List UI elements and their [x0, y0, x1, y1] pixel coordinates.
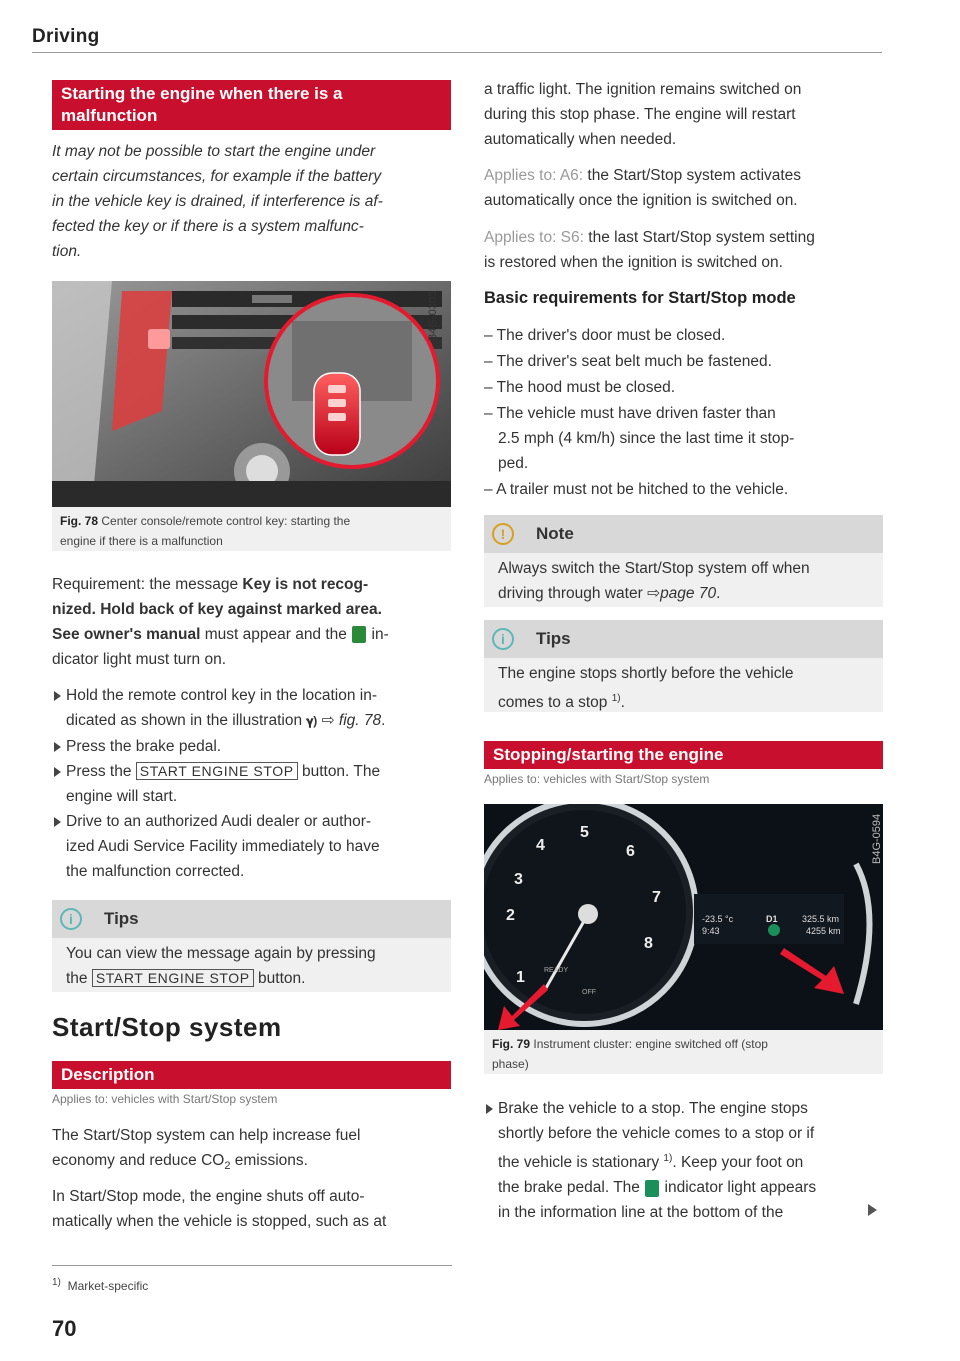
s6-paragraph — [484, 225, 884, 275]
requirement-item: A trailer must not be hitched to the vehicle. — [496, 481, 789, 498]
body-text: the Start/Stop system activates — [587, 167, 802, 184]
dial-number: 3 — [514, 871, 523, 888]
right-tips-body: The engine stops shortly before the vehicle comes to a stop $^{1)}$. — [484, 658, 883, 712]
step-text: engine will start. — [66, 788, 178, 805]
start-stop-indicator-icon — [645, 1180, 659, 1197]
fig79-code: B4G-0594 — [871, 813, 883, 864]
malfunction-title-line1: Starting the engine when there is a — [61, 84, 343, 103]
step-item — [52, 734, 452, 759]
fig79-caption-line1: Instrument cluster: engine switched off (stop — [533, 1037, 768, 1051]
page-number: 70 — [52, 1316, 77, 1341]
requirement-item-cont: ped. — [498, 455, 529, 472]
intro-line: It may not be possible to start the engine under — [52, 143, 376, 160]
description-p2 — [52, 1184, 452, 1234]
step-text: button. The — [297, 763, 381, 780]
footnote-ref: 1) — [611, 693, 621, 704]
step-text: the vehicle is stationary — [498, 1154, 664, 1172]
dial-number: 5 — [580, 824, 589, 841]
description-title: Description — [52, 1061, 451, 1089]
malfunction-intro — [52, 139, 452, 264]
dial-number: 2 — [506, 907, 515, 924]
key-indicator-icon — [352, 626, 366, 643]
fig78-image — [52, 281, 451, 507]
co2-subscript: 2 — [224, 1160, 231, 1173]
fig78-label: Fig. 78 — [60, 514, 99, 528]
arrow-ref-icon: ⇨ — [321, 712, 335, 729]
fig78-link[interactable]: fig. 78 — [338, 712, 382, 729]
tips-text: comes to a stop — [498, 694, 612, 712]
tips-title: Tips — [104, 909, 139, 928]
start-engine-stop-key: START ENGINE STOP — [92, 969, 254, 987]
cluster-gear: D1 — [766, 914, 778, 924]
requirement-paragraph — [52, 572, 452, 672]
basic-requirements-title: Basic requirements for Start/Stop mode — [484, 289, 796, 307]
applies-label: Applies to: S6: — [484, 229, 589, 246]
intro-line: in the vehicle key is drained, if interference is af- — [52, 193, 383, 210]
desc-text: matically when the vehicle is stopped, such as at — [52, 1213, 387, 1230]
bullet-icon — [54, 691, 61, 701]
tips-text: You can view the message again by pressing — [66, 945, 376, 962]
dial-number: 6 — [626, 843, 635, 860]
bullet-icon — [54, 742, 61, 752]
step-text: the malfunction corrected. — [66, 863, 245, 880]
footnote-text: Market-specific — [67, 1279, 149, 1293]
requirement-item: The hood must be closed. — [496, 379, 676, 396]
info-icon: i — [60, 908, 82, 930]
continue-arrow-icon — [868, 1204, 877, 1216]
step-item — [484, 1096, 884, 1225]
start-stop-indicator-icon — [768, 924, 780, 936]
fig79-image — [484, 804, 883, 1030]
note-text: Always switch the Start/Stop system off when — [498, 560, 810, 577]
desc-text: economy and reduce CO — [52, 1152, 225, 1169]
step-item: Hold the remote control key in the location in- dicated as shown in the illustration 𝛄) ⇨ fig. 78. — [52, 683, 452, 734]
key-area-icon — [148, 329, 170, 349]
tips-text: button. — [253, 970, 306, 987]
right-tips-header — [484, 620, 883, 658]
key-signal-icon: 𝛄) — [306, 714, 318, 728]
page70-link[interactable]: page 70 — [660, 585, 717, 602]
req-bold: Key is not recog- — [242, 576, 369, 593]
description-p1 — [52, 1123, 452, 1179]
a6-paragraph — [484, 163, 884, 213]
step-text: ized Audi Service Facility immediately to have — [66, 838, 380, 855]
startstop-heading: Start/Stop system — [52, 1012, 282, 1042]
requirement-item-cont: 2.5 mph (4 km/h) since the last time it stop- — [498, 430, 795, 447]
bullet-icon — [486, 1104, 493, 1114]
tips-text: The engine stops shortly before the vehicle — [498, 665, 794, 682]
step-text: . Keep your foot on — [672, 1154, 804, 1172]
malfunction-title-line2: malfunction — [61, 106, 158, 125]
step-text: in the information line at the bottom of the — [498, 1204, 784, 1222]
cluster-time: 9:43 — [702, 926, 720, 936]
step-text: shortly before the vehicle comes to a stop or if — [498, 1125, 815, 1142]
step-text: the brake pedal. The — [498, 1179, 645, 1197]
step-text: Press the brake pedal. — [66, 738, 222, 755]
fig79-illustration — [484, 804, 883, 1030]
desc-text: In Start/Stop mode, the engine shuts off auto- — [52, 1188, 365, 1205]
cluster-odo2: 4255 km — [806, 926, 841, 936]
req-bold: See owner's manual — [52, 626, 201, 643]
fig79-caption-line2: phase) — [492, 1057, 529, 1071]
fig79-caption — [484, 1030, 883, 1074]
body-text: the last Start/Stop system setting — [588, 229, 815, 246]
steps-list — [52, 683, 452, 884]
tips-title: Tips — [536, 629, 571, 648]
fig78-caption — [52, 507, 451, 551]
step-text: Hold the remote control key in the location in- — [66, 687, 378, 704]
footnote-mark: 1) — [52, 1277, 61, 1288]
arrow-ref-icon: ⇨ — [647, 585, 661, 602]
section-header: Driving — [32, 26, 100, 47]
footnote — [52, 1277, 148, 1293]
bullet-icon — [54, 817, 61, 827]
body-text: automatically when needed. — [484, 131, 677, 148]
malfunction-section-title — [52, 80, 451, 130]
fig78-code: B4G-0303 — [427, 290, 439, 341]
req-text: dicator light must turn on. — [52, 651, 227, 668]
note-title: Note — [536, 524, 574, 543]
header-rule — [32, 52, 882, 53]
fig78-caption-line2: engine if there is a malfunction — [60, 534, 223, 548]
left-tips-body — [52, 938, 451, 992]
body-text: is restored when the ignition is switched on. — [484, 254, 783, 271]
requirement-item: The driver's seat belt much be fastened. — [496, 353, 772, 370]
intro-line: tion. — [52, 243, 82, 260]
requirement-item: The vehicle must have driven faster than — [496, 405, 776, 422]
step-text: Brake the vehicle to a stop. The engine stops — [498, 1100, 808, 1117]
dial-number: 7 — [652, 889, 661, 906]
intro-line: fected the key or if there is a system malfunc- — [52, 218, 364, 235]
info-icon: i — [492, 628, 514, 650]
body-text: during this stop phase. The engine will restart — [484, 106, 796, 123]
cluster-temp: -23.5 °c — [702, 914, 734, 924]
brake-step — [484, 1096, 884, 1225]
step-text: dicated as shown in the illustration — [66, 712, 307, 729]
desc-text: The Start/Stop system can help increase fuel — [52, 1127, 361, 1144]
dial-number: 4 — [536, 837, 545, 854]
bullet-icon — [54, 767, 61, 777]
start-engine-stop-key: START ENGINE STOP — [136, 762, 298, 780]
req-text: must appear and the — [200, 626, 352, 643]
left-tips-header — [52, 900, 451, 938]
stopping-applies: Applies to: vehicles with Start/Stop system — [484, 772, 710, 786]
cluster-odo1: 325.5 km — [802, 914, 840, 924]
stopping-title: Stopping/starting the engine — [484, 741, 883, 769]
right-p1 — [484, 77, 884, 152]
step-text: Drive to an authorized Audi dealer or author- — [66, 813, 372, 830]
req-bold-line: nized. Hold back of key against marked area. — [52, 601, 382, 618]
tips-text: the — [66, 970, 92, 987]
fig78-caption-line1: Center console/remote control key: starting the — [101, 514, 351, 528]
step-text: indicator light appears — [660, 1179, 817, 1197]
fig78-illustration — [52, 281, 451, 507]
ready-label: READY — [544, 967, 569, 974]
caution-icon: ! — [492, 523, 514, 545]
note-body: Always switch the Start/Stop system off when driving through water ⇨page 70. — [484, 553, 883, 607]
step-item — [52, 759, 452, 809]
body-text: a traffic light. The ignition remains switched on — [484, 81, 802, 98]
requirement-item: The driver's door must be closed. — [496, 327, 726, 344]
footnote-ref: 1) — [663, 1153, 673, 1164]
requirements-list: – The driver's door must be closed. – The driver's seat belt much be fastened. – The hood must be closed. – The vehicle must have driven faster than 2.5 mph (4 km/h) since the last time it stop- ped. – A trailer must not be hitched to the vehicle. — [484, 323, 884, 502]
footnote-rule — [52, 1265, 452, 1266]
dial-number: 8 — [644, 935, 653, 952]
dial-number: 1 — [516, 969, 525, 986]
intro-line: certain circumstances, for example if the battery — [52, 168, 382, 185]
note-text: driving through water — [498, 585, 648, 602]
step-text: Press the — [66, 763, 136, 780]
note-header — [484, 515, 883, 553]
step-item — [52, 809, 452, 884]
body-text: automatically once the ignition is switched on. — [484, 192, 798, 209]
applies-label: Applies to: A6: — [484, 167, 588, 184]
req-text: Requirement: the message — [52, 576, 243, 593]
desc-text: emissions. — [230, 1152, 308, 1169]
off-label: OFF — [582, 989, 596, 996]
description-applies: Applies to: vehicles with Start/Stop system — [52, 1092, 278, 1106]
req-text: in- — [367, 626, 389, 643]
fig79-label: Fig. 79 — [492, 1037, 531, 1051]
